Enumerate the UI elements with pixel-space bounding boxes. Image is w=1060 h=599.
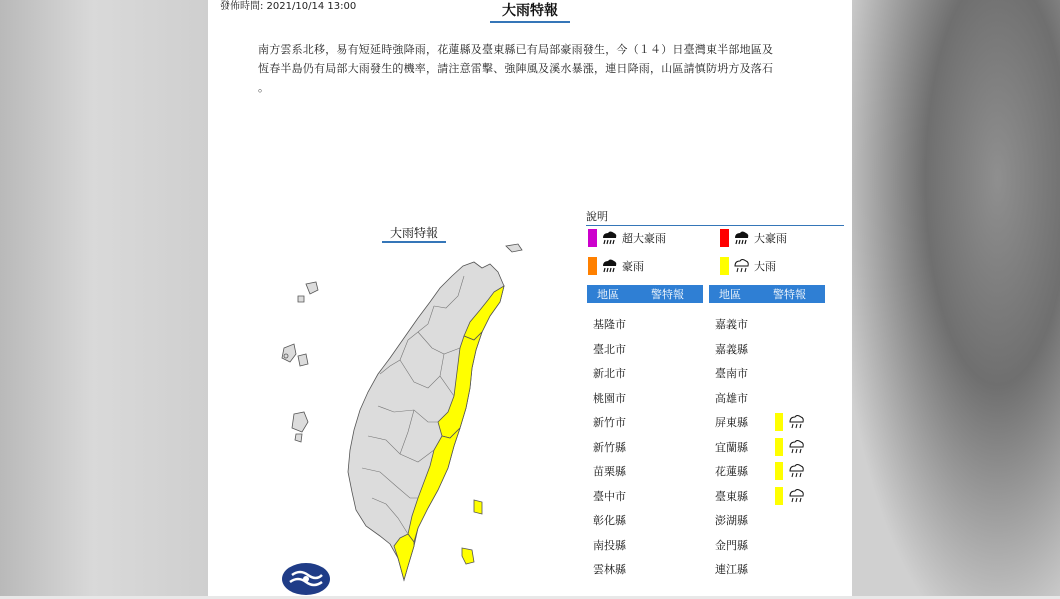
region-name: 彰化縣 <box>593 514 626 527</box>
column-header-warning: 警特報 <box>773 288 806 301</box>
region-name: 金門縣 <box>715 538 748 552</box>
heavy-rain-icon <box>787 413 805 431</box>
table-row <box>593 511 653 529</box>
region-name: 新竹縣 <box>593 440 626 454</box>
warning-cell <box>775 413 805 431</box>
region-name: 澎湖縣 <box>715 514 748 527</box>
table-row <box>715 462 805 480</box>
table-row <box>593 364 653 382</box>
region-name: 臺南市 <box>715 367 748 380</box>
table-row <box>593 536 653 554</box>
map-title: 大雨特報 <box>382 224 446 243</box>
region-name: 臺東縣 <box>715 489 748 503</box>
legend-extremely-torrential-rain <box>720 229 787 247</box>
legend-swatch <box>720 257 729 275</box>
region-name: 連江縣 <box>715 563 748 576</box>
description-line: 。 <box>258 81 270 94</box>
islet <box>284 354 288 358</box>
region-name: 臺北市 <box>593 342 626 356</box>
column-header-region: 地區 <box>719 288 741 301</box>
orchid-island <box>462 548 474 564</box>
description-line: 南方雲系北移，易有短延時強降雨，花蓮縣及臺東縣已有局部豪雨發生，今（１４）日臺灣東半部地區及 <box>258 43 774 56</box>
table-row <box>715 364 775 382</box>
table-row <box>593 315 653 333</box>
heavy-rain-marker <box>775 438 783 456</box>
heavy-rain-marker <box>775 413 783 431</box>
torrential-rain-icon <box>732 229 750 247</box>
table-row <box>715 487 805 505</box>
heavy-rain-icon <box>787 462 805 480</box>
legend-heavy-rain <box>720 257 776 275</box>
legend-label: 大豪雨 <box>754 232 787 245</box>
table-row <box>593 462 653 480</box>
torrential-rain-icon <box>600 257 618 275</box>
cwb-logo <box>282 563 330 595</box>
legend-swatch <box>588 257 597 275</box>
heavy-rain-icon <box>787 487 805 505</box>
region-name: 嘉義市 <box>715 318 748 331</box>
heavy-rain-marker <box>775 462 783 480</box>
issue-time: 發佈時間: 2021/10/14 13:00 <box>220 1 357 12</box>
warning-cell <box>775 438 805 456</box>
photo-background-left <box>0 0 208 596</box>
region-name: 屏東縣 <box>715 416 748 429</box>
torrential-rain-icon <box>600 229 618 247</box>
warning-cell <box>775 462 805 480</box>
table-row <box>715 315 775 333</box>
table-header-right <box>709 285 825 303</box>
column-header-warning: 警特報 <box>651 288 684 301</box>
table-row <box>715 511 775 529</box>
region-name: 基隆市 <box>593 318 626 331</box>
legend-torrential-rain <box>588 257 644 275</box>
table-row <box>593 560 653 578</box>
column-header-region: 地區 <box>597 288 619 301</box>
legend-label: 大雨 <box>754 260 776 273</box>
region-name: 南投縣 <box>593 538 626 552</box>
legend-label: 超大豪雨 <box>622 232 666 245</box>
legend-label: 豪雨 <box>622 260 644 273</box>
region-name: 嘉義縣 <box>715 342 748 356</box>
legend-swatch <box>588 229 597 247</box>
region-name: 新竹市 <box>593 416 626 429</box>
table-row <box>593 438 653 456</box>
description-line: 恆春半島仍有局部大雨發生的機率，請注意雷擊、強陣風及溪水暴漲，連日降雨，山區請慎防坍方及落石 <box>258 62 774 75</box>
region-name: 桃園市 <box>593 391 626 405</box>
heavy-rain-marker <box>775 487 783 505</box>
legend-super-torrential-rain <box>588 229 666 247</box>
table-row <box>715 389 775 407</box>
legend-swatch <box>720 229 729 247</box>
region-name: 苗栗縣 <box>593 465 626 478</box>
matsu-islands <box>506 244 522 252</box>
table-row <box>715 560 775 578</box>
table-header-left <box>587 285 703 303</box>
table-row <box>715 536 775 554</box>
penghu-islands-south <box>292 412 308 442</box>
photo-background-right <box>852 0 1060 596</box>
table-row <box>593 413 653 431</box>
turtle-island <box>298 282 318 302</box>
table-row <box>715 438 805 456</box>
region-name: 宜蘭縣 <box>715 440 748 454</box>
table-row <box>715 340 775 358</box>
region-name: 新北市 <box>593 367 626 380</box>
table-row <box>593 389 653 407</box>
table-row <box>593 340 653 358</box>
warning-bulletin <box>208 0 852 596</box>
heavy-rain-icon <box>732 257 750 275</box>
taiwan-warning-map <box>268 236 538 586</box>
region-name: 花蓮縣 <box>715 465 748 478</box>
heavy-rain-icon <box>787 438 805 456</box>
green-island <box>474 500 482 514</box>
region-name: 高雄市 <box>715 391 748 405</box>
region-name: 臺中市 <box>593 489 626 503</box>
table-row <box>715 413 805 431</box>
region-name: 雲林縣 <box>593 563 626 576</box>
bulletin-description <box>258 40 808 97</box>
warning-cell <box>775 487 805 505</box>
table-row <box>593 487 653 505</box>
legend-title: 說明 <box>586 208 844 226</box>
bulletin-title: 大雨特報 <box>490 0 570 23</box>
